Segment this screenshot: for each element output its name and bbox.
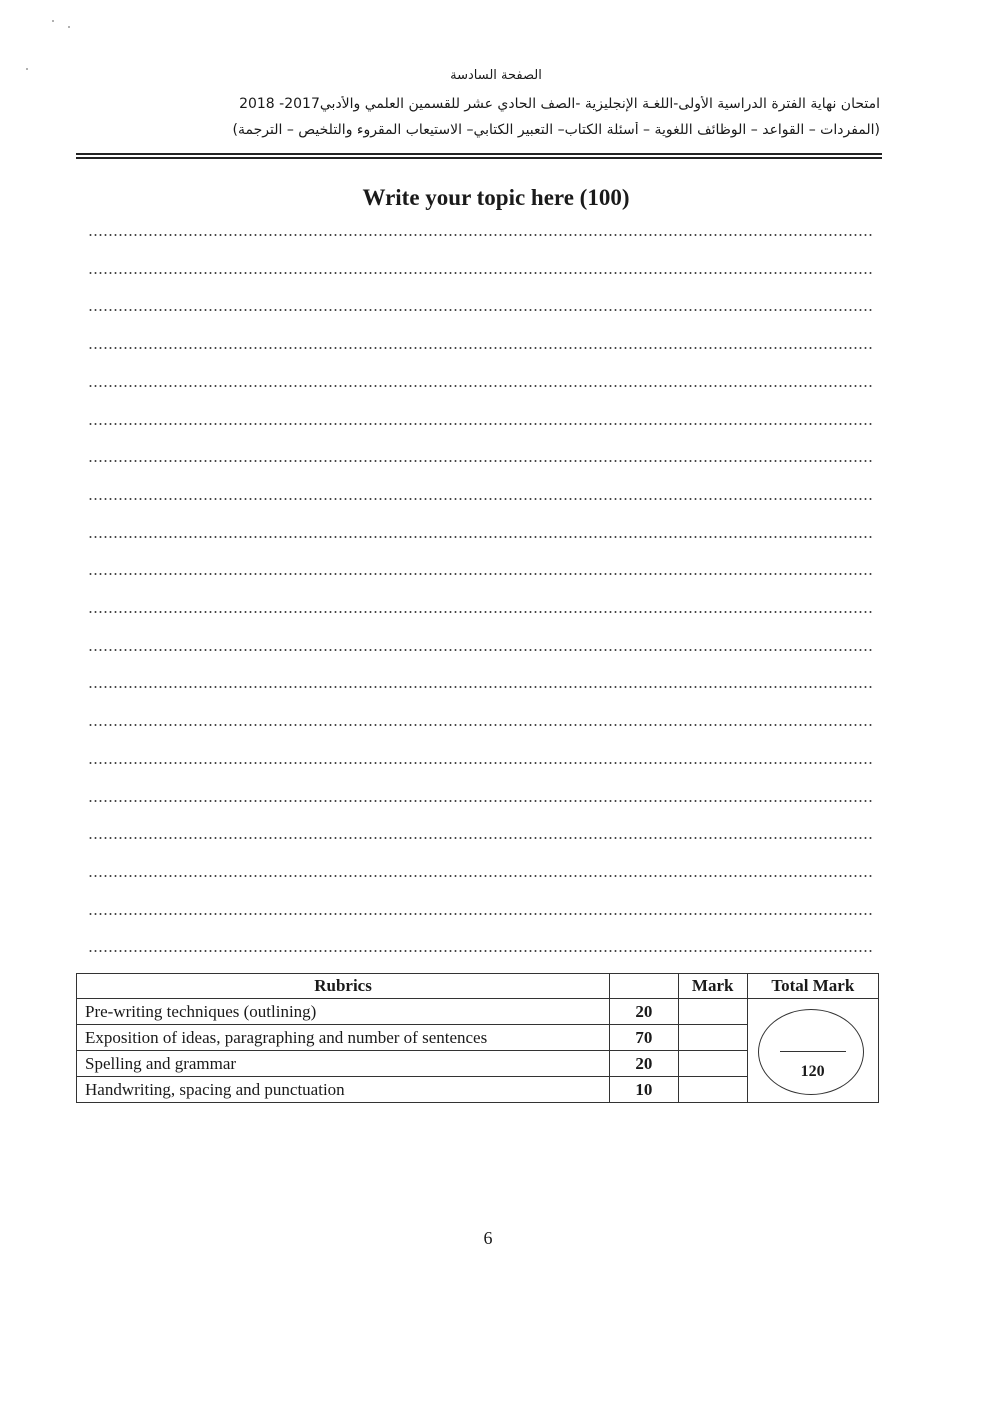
total-mark-cell: [747, 999, 878, 1103]
writing-line[interactable]: [88, 498, 872, 500]
writing-line[interactable]: [88, 800, 872, 802]
writing-line[interactable]: [88, 686, 872, 688]
writing-line[interactable]: [88, 309, 872, 311]
mark-cell[interactable]: [678, 1077, 747, 1103]
writing-line[interactable]: [88, 385, 872, 387]
total-out-of: 120: [800, 1062, 825, 1080]
rubric-score: 20: [610, 1051, 679, 1077]
score-header: [610, 974, 679, 999]
page-number: 6: [483, 1228, 493, 1248]
mark-cell[interactable]: [678, 1051, 747, 1077]
writing-line[interactable]: [88, 837, 872, 839]
total-mark-header: Total Mark: [747, 974, 878, 999]
writing-line[interactable]: [88, 913, 872, 915]
exam-title: امتحان نهاية الفترة الدراسية الأولى-اللغـة الإنجليزية -الصف الحادي عشر للقسمين العلمي والأدبي2017- 2018: [239, 96, 880, 112]
writing-line[interactable]: [88, 272, 872, 274]
rubric-label: Handwriting, spacing and punctuation: [77, 1077, 610, 1103]
writing-line[interactable]: [88, 347, 872, 349]
total-mark-oval[interactable]: [758, 1009, 864, 1095]
topic-title: Write your topic here (100): [362, 185, 630, 210]
rubric-label: Exposition of ideas, paragraphing and number of sentences: [77, 1025, 610, 1051]
mark-cell[interactable]: [678, 1025, 747, 1051]
writing-line[interactable]: [88, 234, 872, 236]
rubric-score: 70: [610, 1025, 679, 1051]
scan-speck: [52, 20, 54, 22]
rubric-label: Pre-writing techniques (outlining): [77, 999, 610, 1025]
mark-header: Mark: [678, 974, 747, 999]
writing-line[interactable]: [88, 724, 872, 726]
table-row: [77, 999, 879, 1025]
total-fraction-bar: [780, 1051, 846, 1052]
writing-line[interactable]: [88, 649, 872, 651]
writing-line[interactable]: [88, 536, 872, 538]
page-label-arabic: الصفحة السادسة: [450, 68, 542, 83]
rubric-label: Spelling and grammar: [77, 1051, 610, 1077]
writing-line[interactable]: [88, 611, 872, 613]
rubrics-header: Rubrics: [77, 974, 610, 999]
mark-cell[interactable]: [678, 999, 747, 1025]
writing-line[interactable]: [88, 950, 872, 952]
rubrics-header-row: [77, 974, 879, 999]
writing-line[interactable]: [88, 762, 872, 764]
rubrics-table: [76, 973, 879, 1103]
rubric-score: 10: [610, 1077, 679, 1103]
exam-sections: (المفردات – القواعد – الوظائف اللغوية – أسئلة الكتاب– التعبير الكتابي– الاستيعاب المقروء والتلخيص – الترجمة): [232, 122, 880, 138]
writing-line[interactable]: [88, 460, 872, 462]
rubric-score: 20: [610, 999, 679, 1025]
writing-line[interactable]: [88, 573, 872, 575]
header-divider: [76, 153, 882, 159]
writing-line[interactable]: [88, 423, 872, 425]
scan-speck: [68, 26, 70, 28]
writing-line[interactable]: [88, 875, 872, 877]
